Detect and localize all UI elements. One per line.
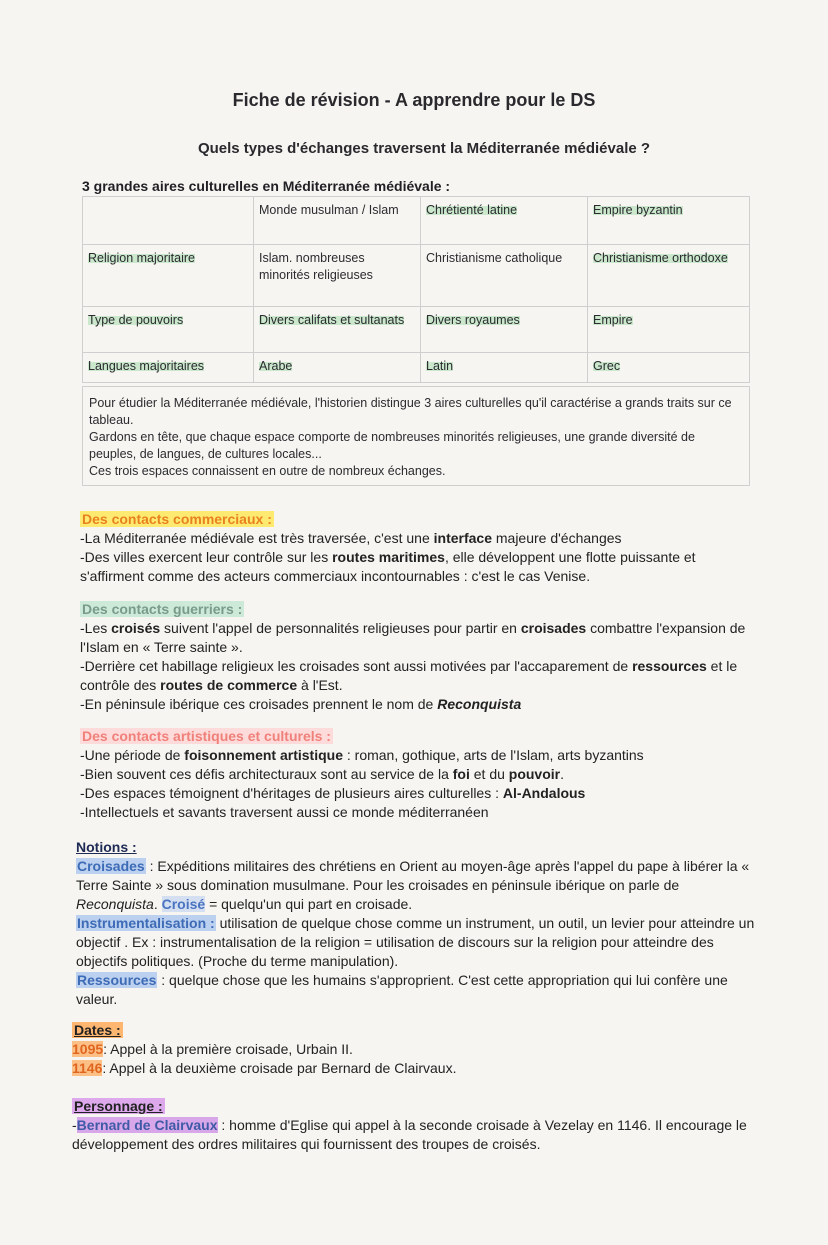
- table-cell: Divers royaumes: [421, 307, 588, 353]
- paragraph: -Bien souvent ces défis architecturaux sont au service de la foi et du pouvoir.: [80, 766, 565, 782]
- table-header-cell: [421, 197, 588, 245]
- paragraph: -Des villes exercent leur contrôle sur les routes maritimes, elle développent une flotte puissante et s'affirment comme des acteurs commerciaux incontournables : c'est le cas Venise.: [80, 549, 696, 584]
- section-culture: [80, 727, 760, 822]
- section-notions: [76, 838, 756, 1009]
- section-dates: [72, 1021, 752, 1078]
- table-cell: Empire: [588, 307, 750, 353]
- table-cell: Christianisme orthodoxe: [588, 245, 750, 307]
- header-chretiente: Chrétienté latine: [426, 203, 518, 217]
- paragraph: -Intellectuels et savants traversent aussi ce monde méditerranéen: [80, 804, 489, 820]
- table-summary: [82, 386, 750, 486]
- table-heading: 3 grandes aires culturelles en Méditerranée médiévale :: [82, 178, 451, 194]
- paragraph: -Des espaces témoignent d'héritages de plusieurs aires culturelles : Al-Andalous: [80, 785, 586, 801]
- section-header: Personnage :: [74, 1098, 163, 1114]
- paragraph: -La Méditerranée médiévale est très traversée, c'est une interface majeure d'échanges: [80, 530, 622, 546]
- paragraph: -Une période de foisonnement artistique : roman, gothique, arts de l'Islam, arts byzantins: [80, 747, 644, 763]
- table-cell: Divers califats et sultanats: [254, 307, 421, 353]
- table-cell: Christianisme catholique: [421, 245, 588, 307]
- section-header: Notions :: [76, 839, 137, 855]
- section-header: Des contacts guerriers :: [82, 601, 243, 617]
- table-header-cell: [83, 197, 254, 245]
- section-personnage: [72, 1097, 752, 1154]
- row-label: Type de pouvoirs: [83, 307, 254, 353]
- table-cell: Grec: [588, 353, 750, 383]
- section-header: Des contacts commerciaux :: [82, 511, 272, 527]
- row-label: Religion majoritaire: [83, 245, 254, 307]
- main-question: Quels types d'échanges traversent la Méditerranée médiévale ?: [197, 140, 651, 157]
- table-header-cell: [254, 197, 421, 245]
- summary-line: Gardons en tête, que chaque espace comporte de nombreuses minorités religieuses, une grande diversité de peuples, de langues, de cultures locales...: [89, 430, 695, 461]
- page-title: Fiche de révision - A apprendre pour le DS: [232, 90, 596, 110]
- section-guerre: [80, 600, 760, 714]
- paragraph: -Derrière cet habillage religieux les croisades sont aussi motivées par l'accaparement de ressources et le contrôle des routes de commerce à l'Est.: [80, 658, 738, 693]
- section-commerce: [80, 510, 760, 586]
- date-item: 1095: Appel à la première croisade, Urbain II.: [72, 1041, 353, 1057]
- notion-croisades: Croisades : Expéditions militaires des chrétiens en Orient au moyen-âge après l'appel du pape à libérer la « Terre Sainte » sous domination musulmane. Pour les croisades en péninsule ibérique on parle de Reconquista. Croisé = quelqu'un qui part en croisade.: [76, 858, 750, 912]
- section-header: Des contacts artistiques et culturels :: [82, 728, 331, 744]
- personnage-text: -Bernard de Clairvaux : homme d'Eglise qui appel à la seconde croisade à Vezelay en 1146. Il encourage le développement des ordres militaires qui fournissent des troupes de croisés.: [72, 1117, 747, 1152]
- header-byzantin: Empire byzantin: [593, 203, 683, 217]
- table-cell: Latin: [421, 353, 588, 383]
- notion-ressources: Ressources : quelque chose que les humains s'approprient. C'est cette appropriation qui lui confère une valeur.: [76, 972, 728, 1007]
- section-header: Dates :: [74, 1022, 121, 1038]
- header-islam: Monde musulman / Islam: [259, 203, 399, 217]
- table-cell: Islam. nombreuses minorités religieuses: [254, 245, 421, 307]
- table-row: [83, 307, 750, 353]
- table-row: [83, 245, 750, 307]
- row-label: Langues majoritaires: [83, 353, 254, 383]
- table-header-cell: [588, 197, 750, 245]
- table-row: [83, 353, 750, 383]
- paragraph: -En péninsule ibérique ces croisades prennent le nom de Reconquista: [80, 696, 522, 712]
- date-item: 1146: Appel à la deuxième croisade par Bernard de Clairvaux.: [72, 1060, 457, 1076]
- cultural-areas-table: [82, 196, 750, 383]
- paragraph: -Les croisés suivent l'appel de personnalités religieuses pour partir en croisades combattre l'expansion de l'Islam en « Terre sainte ».: [80, 620, 746, 655]
- notion-instrumentalisation: Instrumentalisation : utilisation de quelque chose comme un instrument, un outil, un levier pour atteindre un objectif . Ex : instrumentalisation de la religion = utilisation de discours sur la religion pour atteindre des objectifs politiques. (Proche du terme manipulation).: [76, 915, 755, 969]
- summary-line: Ces trois espaces connaissent en outre de nombreux échanges.: [89, 464, 446, 478]
- table-cell: Arabe: [254, 353, 421, 383]
- summary-line: Pour étudier la Méditerranée médiévale, l'historien distingue 3 aires culturelles qu'il caractérise a grands traits sur ce tableau.: [89, 396, 732, 427]
- table-header-row: [83, 197, 750, 245]
